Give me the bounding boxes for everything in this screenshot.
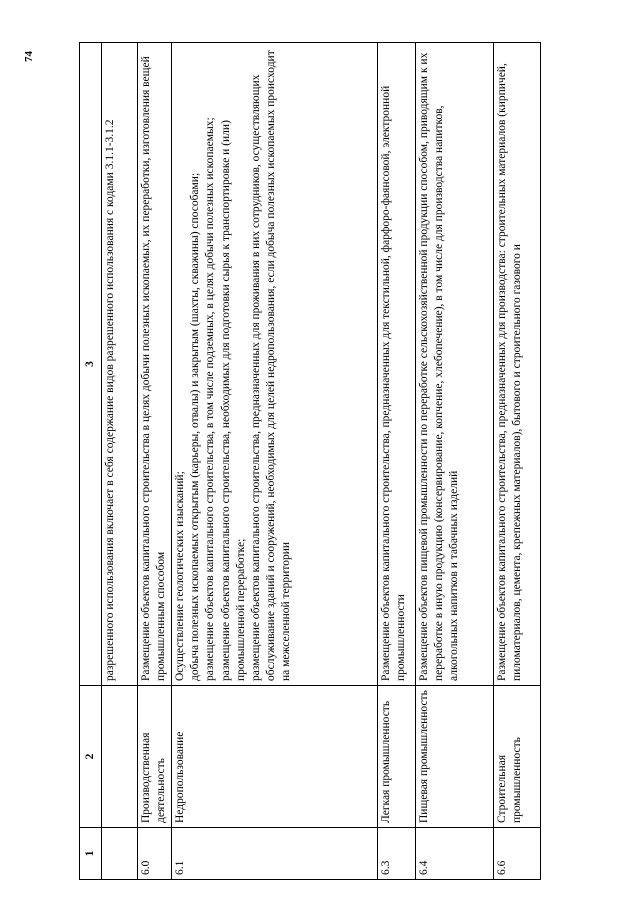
table-row <box>172 43 378 880</box>
row-name: Легкая промышленность <box>378 686 416 828</box>
row-name: Строительная промышленность <box>494 686 541 828</box>
row-name: Недропользование <box>172 686 378 828</box>
description-paragraph: размещение объектов капитального строительства, в том числе подземных, в целях добычи полезных ископаемых; <box>204 117 217 681</box>
table-header-row <box>80 43 102 880</box>
row-description <box>138 43 172 686</box>
row-name: Производственная деятельность <box>138 686 172 828</box>
row-description <box>378 43 416 686</box>
rotated-table-container <box>79 42 541 880</box>
row-code <box>102 828 138 880</box>
table-row <box>494 43 541 880</box>
description-paragraph: добыча полезных ископаемых открытым (карьеры, отвалы) и закрытым (шахты, скважины) способами; <box>189 172 202 681</box>
header-col-3: 3 <box>80 43 102 686</box>
description-paragraph: размещение объектов капитального строительства, предназначенных для проживания в них сотрудников, осуществляющих обслуживание зданий и сооружений, необходимых для целей недропользования, если добыча полезных ископаемых происходит на межселенной территории <box>249 50 293 681</box>
row-code: 6.0 <box>138 828 172 880</box>
table-row <box>102 43 138 880</box>
description-paragraph: Осуществление геологических изысканий; <box>174 471 186 681</box>
row-name: Пищевая промышленность <box>416 686 494 828</box>
row-description <box>172 43 378 686</box>
row-code: 6.1 <box>172 828 378 880</box>
description-paragraph: Размещение объектов пищевой промышленности по переработке сельскохозяйственной продукции способом, приводящим к их переработке в иную продукцию (консервирование, копчение, хлебопечение), в том числе для производства напитков, алкогольных напитков и табачных изделий <box>418 52 461 681</box>
row-code: 6.3 <box>378 828 416 880</box>
table-row <box>138 43 172 880</box>
header-col-1: 1 <box>80 828 102 880</box>
page-number: 74 <box>23 51 35 62</box>
table-row <box>378 43 416 880</box>
row-code: 6.6 <box>494 828 541 880</box>
land-use-table <box>79 42 541 880</box>
row-name <box>102 686 138 828</box>
row-description <box>102 43 138 686</box>
description-paragraph: размещение объектов капитального строительства, необходимых для подготовки сырья к транспортировке и (или) промышленной переработке; <box>219 120 247 681</box>
description-paragraph: Размещение объектов капитального строительства, предназначенных для производства: строительных материалов (кирпичей, пиломатериалов, цемента, крепежных материалов), бытового и строительного газового и <box>496 63 524 681</box>
description-paragraph: Размещение объектов капитального строительства в целях добычи полезных ископаемых, их переработки, изготовления вещей промышленным способом <box>140 56 168 681</box>
row-description <box>416 43 494 686</box>
description-paragraph: Размещение объектов капитального строительства, предназначенных для текстильной, фарфоро-фаянсовой, электронной промышленности <box>380 85 408 681</box>
row-description <box>494 43 541 686</box>
header-col-2: 2 <box>80 686 102 828</box>
description-paragraph: разрешенного использования включает в себя содержание видов разрешенного использования с кодами 3.1.1-3.1.2 <box>104 119 116 681</box>
row-code: 6.4 <box>416 828 494 880</box>
table-row <box>416 43 494 880</box>
